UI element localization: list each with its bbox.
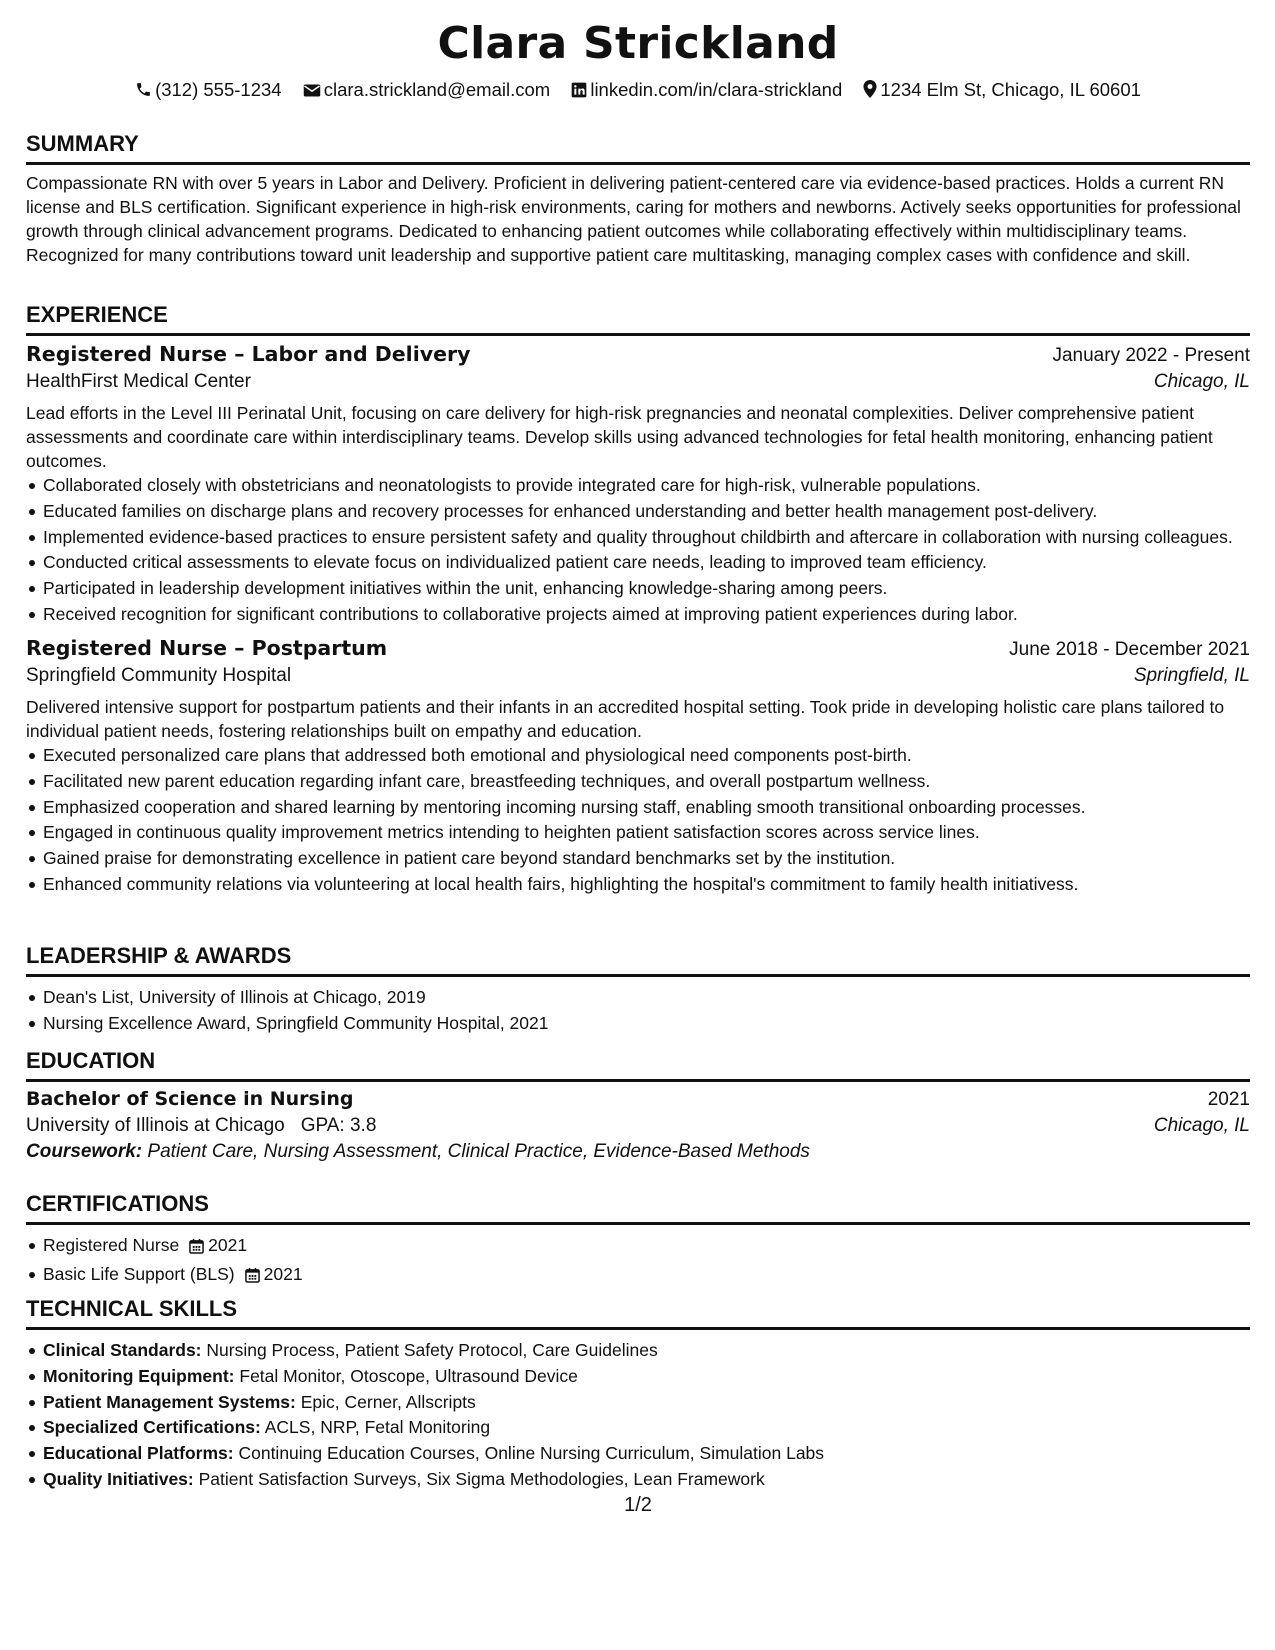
linkedin-link[interactable]: linkedin.com/in/clara-strickland [590,79,843,100]
job-header [26,636,1250,661]
section-divider [26,974,1250,977]
list-item: Facilitated new parent education regarding infant care, breastfeeding techniques, and overall postpartum wellness. [26,769,1250,793]
calendar-icon [189,1236,204,1260]
job-title: Registered Nurse – Postpartum [26,635,388,660]
list-item: Nursing Excellence Award, Springfield Community Hospital, 2021 [26,1011,1250,1035]
skill-label: Educational Platforms: [43,1443,234,1464]
education-section [26,1048,1250,1163]
job-bullets [26,743,1250,896]
address-text: 1234 Elm St, Chicago, IL 60601 [880,79,1141,100]
coursework-label: Coursework: [26,1141,143,1162]
email-link[interactable]: clara.strickland@email.com [323,79,551,100]
job-subheader [26,371,1250,393]
contact-phone [135,79,282,103]
job-dates: January 2022 - Present [1052,345,1250,366]
job-description: Delivered intensive support for postpartum patients and their infants in an accredited hospital setting. Took pride in developing holistic care plans tailored to individual patient needs, fostering relationships built on empathy and education. [26,696,1225,741]
summary-section [26,131,1250,267]
contact-email [303,79,550,103]
list-item [26,1262,1250,1289]
list-item: Engaged in continuous quality improvement metrics intending to heighten patient satisfaction scores across service lines. [26,820,1250,844]
list-item: Educated families on discharge plans and recovery processes for enhanced understanding and better health management post-delivery. [26,499,1250,523]
section-divider [26,1222,1250,1225]
job-location: Chicago, IL [1153,371,1250,392]
section-divider [26,162,1250,165]
contact-address [863,79,1141,103]
employer: Springfield Community Hospital [26,664,292,686]
coursework-line [26,1141,1250,1163]
job-location: Springfield, IL [1133,664,1250,686]
skill-label: Patient Management Systems: [43,1391,296,1412]
job-bullets [26,473,1250,626]
cert-date: 2021 [263,1263,303,1284]
job-dates: June 2018 - December 2021 [1009,638,1250,660]
phone-icon [135,81,152,103]
job-description: Lead efforts in the Level III Perinatal Unit, focusing on care delivery for high-risk pregnancies and neonatal complexities. Deliver comprehensive patient assessments and coordinate care within interdisciplinary teams. Develop skills using advanced technologies for fetal health monitoring, enhancing patient outcomes. [26,403,1213,471]
school-location: Chicago, IL [1153,1115,1250,1136]
list-item: Dean's List, University of Illinois at Chicago, 2019 [26,985,1250,1009]
list-item: Executed personalized care plans that addressed both emotional and physiological need components post-birth. [26,743,1250,767]
skill-value: Patient Satisfaction Surveys, Six Sigma Methodologies, Lean Framework [198,1468,765,1489]
job-entry [26,636,1250,896]
school-line [26,1115,376,1137]
skills-section [26,1296,1250,1493]
list-item: Enhanced community relations via volunteering at local health fairs, highlighting the hospital's commitment to family health initiativess. [26,872,1250,896]
candidate-name: Clara Strickland [437,18,839,69]
job-subheader [26,665,1250,687]
section-title: TECHNICAL SKILLS [26,1296,238,1321]
section-title: EDUCATION [26,1048,156,1073]
section-title: LEADERSHIP & AWARDS [26,943,292,968]
certifications-list [26,1233,1250,1289]
skill-value: ACLS, NRP, Fetal Monitoring [264,1417,491,1438]
section-title: EXPERIENCE [26,302,168,327]
map-pin-icon [863,80,877,103]
job-entry [26,342,1250,626]
linkedin-icon [571,81,587,103]
skill-value: Continuing Education Courses, Online Nursing Curriculum, Simulation Labs [238,1443,825,1464]
section-divider [26,1327,1250,1330]
skill-label: Quality Initiatives: [43,1468,194,1489]
list-item [26,1390,1250,1414]
employer: HealthFirst Medical Center [26,371,251,392]
list-item: Collaborated closely with obstetricians and neonatologists to provide integrated care for high-risk, vulnerable populations. [26,473,1250,497]
coursework-list: Patient Care, Nursing Assessment, Clinical Practice, Evidence-Based Methods [147,1141,810,1162]
list-item: Conducted critical assessments to elevate focus on individualized patient care needs, leading to improved team efficiency. [26,550,1250,574]
list-item [26,1415,1250,1439]
skill-label: Specialized Certifications: [43,1417,261,1438]
list-item: Implemented evidence-based practices to ensure persistent safety and quality throughout childbirth and aftercare in collaboration with nursing colleagues. [26,525,1250,549]
calendar-icon [245,1265,260,1289]
phone-text[interactable]: (312) 555-1234 [155,79,282,100]
cert-name: Basic Life Support (BLS) [43,1263,235,1284]
school-name: University of Illinois at Chicago [26,1115,285,1136]
section-title: SUMMARY [26,131,139,156]
skill-label: Monitoring Equipment: [43,1365,235,1386]
envelope-icon [303,81,321,103]
cert-date: 2021 [208,1235,248,1255]
awards-list [26,985,1250,1035]
section-divider [26,333,1250,336]
resume-page [26,0,1250,1650]
list-item: Participated in leadership development initiatives within the unit, enhancing knowledge-sharing among peers. [26,576,1250,600]
list-item [26,1467,1250,1491]
contact-linkedin [571,79,842,103]
skill-label: Clinical Standards: [43,1340,202,1360]
contact-bar [26,79,1250,103]
education-header [26,1088,1250,1111]
list-item: Gained praise for demonstrating excellence in patient care beyond standard benchmarks set by the institution. [26,846,1250,870]
section-title: CERTIFICATIONS [26,1191,209,1216]
certifications-section [26,1191,1250,1291]
job-title: Registered Nurse – Labor and Delivery [26,342,471,366]
list-item [26,1441,1250,1465]
experience-section [26,302,1250,898]
cert-name: Registered Nurse [43,1235,180,1255]
summary-text: Compassionate RN with over 5 years in Labor and Delivery. Proficient in delivering patient-centered care via evidence-based practices. Holds a current RN license and BLS certification. Significant experience in high-risk environments, caring for mothers and newborns. Actively seeks opportunities for professional growth through clinical advancement programs. Dedicated to enhancing patient outcomes while collaborating effectively within multidisciplinary teams. Recognized for many contributions toward unit leadership and supportive patient care multitasking, managing complex cases with confidence and skill. [26,173,1241,265]
list-item [26,1364,1250,1388]
skill-value: Nursing Process, Patient Safety Protocol, Care Guidelines [206,1340,658,1360]
job-header [26,342,1250,367]
awards-section [26,943,1250,1037]
gpa: GPA: 3.8 [300,1115,377,1136]
skill-value: Epic, Cerner, Allscripts [300,1391,476,1412]
skills-list [26,1338,1250,1491]
list-item [26,1338,1250,1362]
section-divider [26,1079,1250,1082]
list-item: Received recognition for significant contributions to collaborative projects aimed at improving patient experiences during labor. [26,602,1250,626]
graduation-year: 2021 [1207,1089,1250,1110]
skill-value: Fetal Monitor, Otoscope, Ultrasound Device [239,1365,578,1386]
list-item: Emphasized cooperation and shared learning by mentoring incoming nursing staff, enabling smooth transitional onboarding processes. [26,795,1250,819]
education-subheader [26,1115,1250,1137]
degree: Bachelor of Science in Nursing [26,1088,354,1110]
page-number: 1/2 [624,1494,652,1516]
list-item [26,1233,1250,1260]
